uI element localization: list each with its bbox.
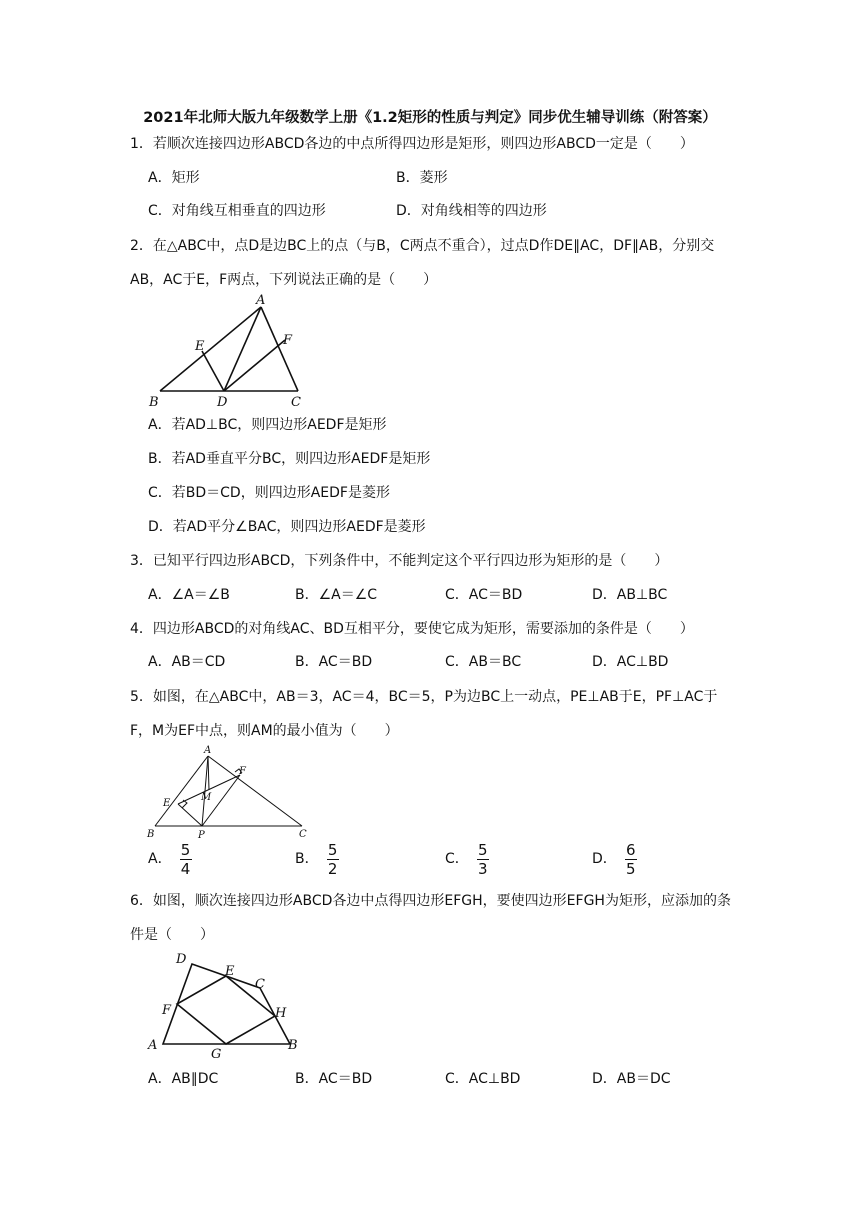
q6-option-a: A．AB∥DC	[148, 1071, 219, 1087]
question-2-text: 2．在△ABC中，点D是边BC上的点（与B，C两点不重合），过点D作DE∥AC，DF∥AB，分别交AB，AC于E，F两点，下列说法正确的是（ ）	[130, 238, 715, 288]
q5-option-b-letter: B．	[295, 851, 319, 867]
q5-option-c	[445, 841, 489, 877]
q5-option-c-denominator: 3	[478, 859, 488, 878]
q4-option-d: D．AC⊥BD	[592, 654, 669, 670]
q4-option-a: A．AB＝CD	[148, 654, 226, 670]
q5-option-d-fraction	[625, 842, 637, 877]
document-title: 2021年北师大版九年级数学上册《1.2矩形的性质与判定》同步优生辅导训练（附答案）	[143, 110, 717, 126]
q1-option-d: D．对角线相等的四边形	[396, 203, 547, 219]
q5-label-m: M	[201, 792, 212, 803]
q2-triangle-figure	[140, 290, 320, 410]
q2-label-d: D	[217, 395, 228, 410]
q3-option-b: B．∠A＝∠C	[295, 587, 378, 603]
q5-triangle-figure	[140, 742, 320, 842]
q2-label-b: B	[149, 395, 159, 410]
q6-label-h: H	[275, 1006, 287, 1021]
q2-label-f: F	[283, 333, 293, 348]
q5-label-f: F	[239, 766, 246, 777]
q2-label-e: E	[195, 339, 205, 354]
q5-option-d	[592, 841, 637, 877]
q6-option-b: B．AC＝BD	[295, 1071, 373, 1087]
q5-option-a-denominator: 4	[180, 859, 191, 878]
q1-option-b: B．菱形	[396, 170, 448, 186]
q4-option-b: B．AC＝BD	[295, 654, 373, 670]
q4-option-c: C．AB＝BC	[445, 654, 522, 670]
q5-option-a	[148, 841, 192, 877]
q5-option-b-numerator: 5	[327, 840, 338, 859]
q3-option-d: D．AB⊥BC	[592, 587, 668, 603]
q6-label-e: E	[225, 964, 235, 979]
q2-option-d: D．若AD平分∠BAC，则四边形AEDF是菱形	[148, 519, 426, 535]
q5-option-c-numerator: 5	[478, 840, 488, 859]
question-3-text: 3．已知平行四边形ABCD，下列条件中，不能判定这个平行四边形为矩形的是（ ）	[130, 553, 669, 569]
q5-label-c: C	[299, 829, 307, 840]
q2-option-b: B．若AD垂直平分BC，则四边形AEDF是矩形	[148, 451, 431, 467]
q6-label-b: B	[288, 1038, 298, 1053]
q2-option-a: A．若AD⊥BC，则四边形AEDF是矩形	[148, 417, 387, 433]
question-4-text: 4．四边形ABCD的对角线AC、BD互相平分，要使它成为矩形，需要添加的条件是（ ）	[130, 621, 694, 637]
q6-label-g: G	[211, 1047, 222, 1062]
q5-option-b-denominator: 2	[327, 859, 338, 878]
q2-label-c: C	[291, 395, 301, 410]
q5-option-a-letter: A．	[148, 851, 172, 867]
q5-option-a-numerator: 5	[180, 840, 191, 859]
q1-option-a: A．矩形	[148, 170, 200, 186]
q5-label-b: B	[147, 829, 155, 840]
q1-option-c: C．对角线互相垂直的四边形	[148, 203, 326, 219]
question-1-text: 1．若顺次连接四边形ABCD各边的中点所得四边形是矩形，则四边形ABCD一定是（ ）	[130, 136, 694, 152]
q5-label-p: P	[198, 830, 205, 841]
q6-label-a: A	[148, 1038, 158, 1053]
q5-option-c-fraction	[477, 842, 489, 877]
q5-option-c-letter: C．	[445, 851, 469, 867]
q5-option-a-fraction	[180, 842, 192, 877]
q5-option-d-letter: D．	[592, 851, 617, 867]
q5-label-e: E	[163, 798, 171, 809]
q5-option-d-numerator: 6	[626, 840, 636, 859]
q3-option-c: C．AC＝BD	[445, 587, 523, 603]
q5-option-d-denominator: 5	[626, 859, 636, 878]
q6-option-c: C．AC⊥BD	[445, 1071, 521, 1087]
q3-option-a: A．∠A＝∠B	[148, 587, 230, 603]
q6-label-c: C	[255, 977, 265, 992]
question-6-text: 6．如图，顺次连接四边形ABCD各边中点得四边形EFGH，要使四边形EFGH为矩形，应添加的条件是（ ）	[130, 893, 731, 943]
q2-label-a: A	[256, 293, 266, 308]
q5-option-b	[295, 841, 339, 877]
q6-quadrilateral-figure	[140, 946, 320, 1062]
q5-label-a: A	[204, 745, 212, 756]
q6-option-d: D．AB＝DC	[592, 1071, 671, 1087]
q5-option-b-fraction	[327, 842, 339, 877]
question-5-text: 5．如图，在△ABC中，AB＝3，AC＝4，BC＝5，P为边BC上一动点，PE⊥AB于E，PF⊥AC于F，M为EF中点，则AM的最小值为（ ）	[130, 689, 718, 739]
q6-label-f: F	[162, 1003, 172, 1018]
q6-label-d: D	[176, 952, 187, 967]
q2-option-c: C．若BD＝CD，则四边形AEDF是菱形	[148, 485, 390, 501]
